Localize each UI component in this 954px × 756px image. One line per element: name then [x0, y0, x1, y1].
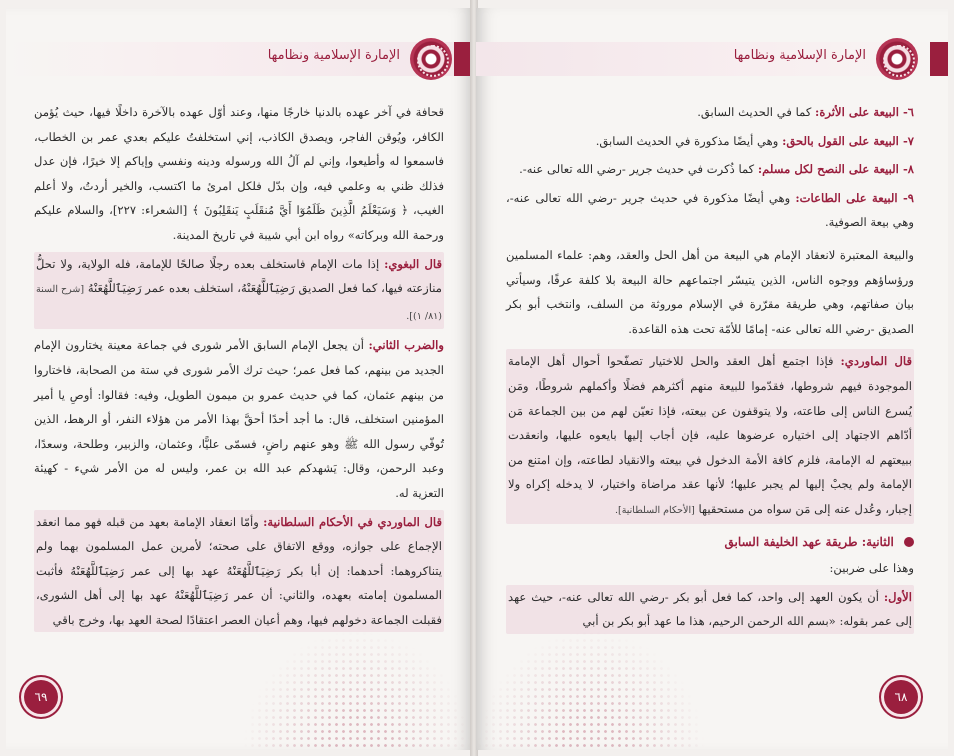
right-header-tab — [930, 42, 948, 76]
right-running-title: الإمارة الإسلامية ونظامها — [733, 48, 866, 63]
right-dot-pattern — [476, 630, 706, 750]
second-type-lead: والضرب الثاني: — [368, 338, 444, 353]
mawardi-left-paragraph — [34, 510, 444, 633]
list-item-lead: ٨- البيعة على النصح لكل مسلم: — [757, 162, 914, 177]
left-running-title: الإمارة الإسلامية ونظامها — [267, 48, 400, 63]
left-page-text — [34, 100, 444, 636]
mawardi-right-paragraph — [506, 349, 914, 523]
baghawi-text: إذا مات الإمام فاستخلف بعده رجلًا صالحًا للإمامة، فله الولاية، ولا تحلُّ منازعته فيها، كما فعل الصديق رَضِيَٱللَّهُعَنْهُ، استخلف بعده عمر رَضِيَٱللَّهُعَنْهُ — [36, 256, 442, 296]
list-item-text: كما في الحديث السابق. — [697, 105, 812, 119]
right-page-text — [506, 100, 914, 638]
second-type-paragraph — [34, 333, 444, 505]
abu-bakr-covenant-paragraph: قحافة في آخر عهده بالدنيا خارجًا منها، وعند أوّل عهده بالآخرة داخلًا فيها، حيث يُؤمن الكافر، ويُوقن الفاجر، ويصدق الكاذب، إني استخلفتُ عليكم بعدي عمر بن الخطاب، فاسمعوا له وأطيعوا، وإني لم آلُ الله ورسوله ودينه ونفسي وإياكم إلا خيرًا، فإن عدل فذلك ظني به وعلمي فيه، وإن بدّل فلكل امرئ ما اكتسب، والخير أردتُ، ولا أعلم الغيب، ﴿ وَسَيَعْلَمُ الَّذِينَ ظَلَمُوٓا أَيَّ مُنقَلَبٍ يَنقَلِبُونَ ﴾ [الشعراء: ٢٢٧]، والسلام عليكم ورحمة الله وبركاته» رواه ابن أبي شيبة في تاريخ المدينة. — [34, 105, 444, 242]
list-item — [506, 129, 914, 154]
mawardi-right-reference: [الأحكام السلطانية]. — [614, 504, 695, 516]
left-page — [6, 8, 472, 750]
left-header-band — [6, 42, 472, 76]
baghawi-paragraph — [34, 252, 444, 330]
left-dot-pattern — [242, 630, 472, 750]
list-item — [506, 157, 914, 182]
valid-bayah-paragraph: والبيعة المعتبرة لانعقاد الإمام هي البيعة من أهل الحل والعقد، وهم: علماء المسلمين ورؤساؤهم ووجوه الناس، الذين يتيسّر اجتماعهم حالة البيعة بلا كلفة عرفًا، وسيأتي بيان صفاتهم، وهي طريقة مقرّرة في الإسلام موروثة من السلف، وانتخب أبو بكر الصديق -رضي الله تعالى عنه- إمامًا للأمّة تحت هذه القاعدة. — [506, 247, 914, 336]
baghawi-lead: قال البغوي: — [384, 256, 443, 271]
list-item-lead: ٧- البيعة على القول بالحق: — [782, 133, 914, 148]
list-item-lead: ٩- البيعة على الطاعات: — [795, 190, 915, 205]
first-type-text: أن يكون العهد إلى واحد، كما فعل أبو بكر -رضي الله تعالى عنه-، حيث عهد إلى عمر بقوله: «بسم الله الرحمن الرحيم، هذا ما عهد أبو بكر بن أبي — [508, 589, 912, 629]
left-page-number: ٦٩ — [24, 680, 58, 714]
list-item — [506, 186, 914, 235]
first-type-lead: الأول: — [883, 589, 913, 604]
section-heading — [506, 530, 914, 555]
baghawi-reference: [شرح السنة (٨١/ ١)]. — [36, 284, 442, 322]
second-type-text: أن يجعل الإمام السابق الأمر شورى في جماعة معينة يختارون الإمام الجديد من بينهم، كما فعل عمر؛ حيث ترك الأمر شورى في ستة من الصحابة، فاختاروا من بينهم عثمان، كما في حديث عمرو بن ميمون الطويل، وفيه: فقالوا: أوصِ يا أمير المؤمنين استخلف، قال: ما أجد أحدًا أحقَّ بهذا الأمر من هؤلاء النفر، أو الرهط، الذين تُوفّي رسول الله ﷺ وهو عنهم راضٍ، فسمّى عليًّا، وعثمان، والزبير، وطلحة، وسعدًا، وعبد الرحمن، وقال: يَشهدكم عبد الله بن عمر، وليس له من الأمر شيء - كهيئة التعزية له. — [34, 338, 444, 500]
list-item-text: وهي أيضًا مذكورة في الحديث السابق. — [595, 133, 779, 148]
heading-intro: وهذا على ضربين: — [829, 561, 914, 576]
list-item — [506, 100, 914, 125]
heading-bullet-icon — [904, 537, 914, 547]
mawardi-left-text: وأمّا انعقاد الإمامة بعهد من قبله فهو مما انعقد الإجماع على جوازه، ووقع الاتفاق على صحته؛ لأمرين عمل المسلمون بهما ولم يتناكروهما: أحدهما: إن أبا بكر رَضِيَٱللَّهُعَنْهُ عهد بها إلى عمر رَضِيَٱللَّهُعَنْهُ فأثبت المسلمون إمامته بعهده، والثاني: أن عمر رَضِيَٱللَّهُعَنْهُ عهد بها إلى أهل الشورى، فقبلت الجماعة دخولهم فيها، وهم أعيان العصر اعتقادًا لصحة العهد بها، وخرج باقي — [36, 514, 442, 627]
mawardi-right-lead: قال الماوردي: — [840, 354, 912, 369]
rosette-ornament-icon — [876, 38, 918, 80]
list-item-lead: ٦- البيعة على الأثرة: — [815, 105, 914, 119]
right-page-number: ٦٨ — [884, 680, 918, 714]
section-heading-text: الثانية: طريقة عهد الخليفة السابق — [724, 534, 894, 549]
mawardi-left-lead: قال الماوردي في الأحكام السلطانية: — [263, 514, 443, 529]
list-item-text: وهي أيضًا مذكورة في حديث جرير -رضي الله تعالى عنه-، وهي بيعة الصوفية. — [506, 190, 914, 230]
first-type-paragraph — [506, 585, 914, 634]
mawardi-right-text: فإذا اجتمع أهل العقد والحل للاختيار تصفّحوا أحوال أهل الإمامة الموجودة فيهم شروطها، فقدّموا للبيعة منهم أكثرهم فضلًا وأكملهم شروطًا، ومَن يُسرع الناس إلى طاعته، ولا يتوقفون عن بيعته، فإذا تعيّن لهم من بين الجماعة مَن أدّاهم الاجتهاد إلى اختياره عرضوها عليه، فإن أجاب إليها بايعوه عليها، وانعقدت ببيعتهم له الإمامة، فلزم كافة الأمة الدخول في بيعته والانقياد لطاعته، وإن امتنع من الإمامة ولم يجبْ إليها لم يجبر عليها؛ لأنها عقد مراضاة واختيار، لا يدخله إكراه ولا إجبار، وعُدل عنه إلى مَن سواه من مستحقيها — [508, 354, 912, 516]
list-item-text: كما ذُكرت في حديث جرير -رضي الله تعالى عنه-. — [519, 162, 755, 177]
right-page — [476, 8, 948, 750]
rosette-ornament-icon — [410, 38, 452, 80]
